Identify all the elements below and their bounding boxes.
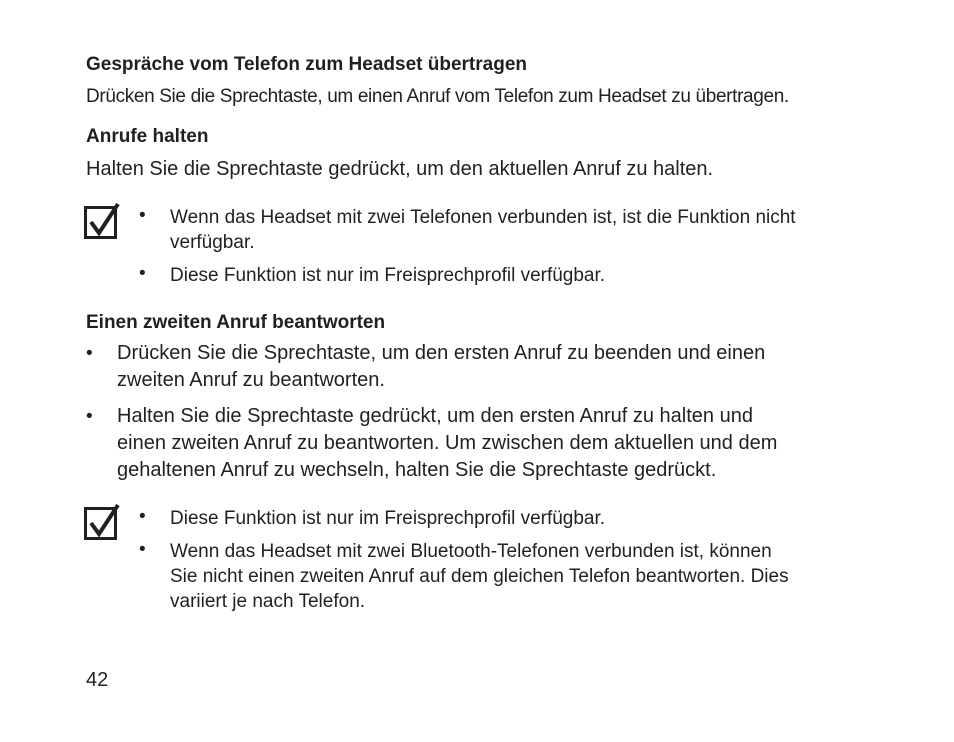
list-item-1-line-2: zweiten Anruf zu beantworten. <box>117 369 385 391</box>
list-bullet: • <box>86 406 93 427</box>
note-bullet: • <box>139 263 146 284</box>
note2-item-1-line-1: Diese Funktion ist nur im Freisprechprofil verfügbar. <box>170 508 606 529</box>
list-item-2-line-1: Halten Sie die Sprechtaste gedrückt, um den ersten Anruf zu halten und <box>117 405 753 427</box>
note-checkbox-icon <box>84 504 120 545</box>
note-bullet: • <box>139 506 146 527</box>
section-text-hold: Halten Sie die Sprechtaste gedrückt, um den aktuellen Anruf zu halten. <box>86 158 714 180</box>
list-bullet: • <box>86 343 93 364</box>
note2-item-2-line-3: variiert je nach Telefon. <box>170 591 366 612</box>
note-bullet: • <box>139 539 146 560</box>
section-heading-transfer: Gespräche vom Telefon zum Headset übertragen <box>86 54 527 75</box>
note1-item-2-line-1: Diese Funktion ist nur im Freisprechprofil verfügbar. <box>170 265 606 286</box>
note-bullet: • <box>139 205 146 226</box>
note-checkbox-icon <box>84 203 120 244</box>
page-number: 42 <box>86 669 109 691</box>
section-heading-second-call: Einen zweiten Anruf beantworten <box>86 312 386 333</box>
note1-item-1-line-2: verfügbar. <box>170 232 255 253</box>
note2-item-2-line-2: Sie nicht einen zweiten Anruf auf dem gleichen Telefon beantworten. Dies <box>170 566 789 587</box>
section-text-transfer: Drücken Sie die Sprechtaste, um einen Anruf vom Telefon zum Headset zu übertragen. <box>86 86 789 107</box>
list-item-2-line-3: gehaltenen Anruf zu wechseln, halten Sie die Sprechtaste gedrückt. <box>117 459 717 481</box>
list-item-2-line-2: einen zweiten Anruf zu beantworten. Um zwischen dem aktuellen und dem <box>117 432 778 454</box>
note1-item-1-line-1: Wenn das Headset mit zwei Telefonen verbunden ist, ist die Funktion nicht <box>170 207 796 228</box>
list-item-1-line-1: Drücken Sie die Sprechtaste, um den ersten Anruf zu beenden und einen <box>117 342 766 364</box>
section-heading-hold: Anrufe halten <box>86 126 209 147</box>
note2-item-2-line-1: Wenn das Headset mit zwei Bluetooth-Telefonen verbunden ist, können <box>170 541 772 562</box>
